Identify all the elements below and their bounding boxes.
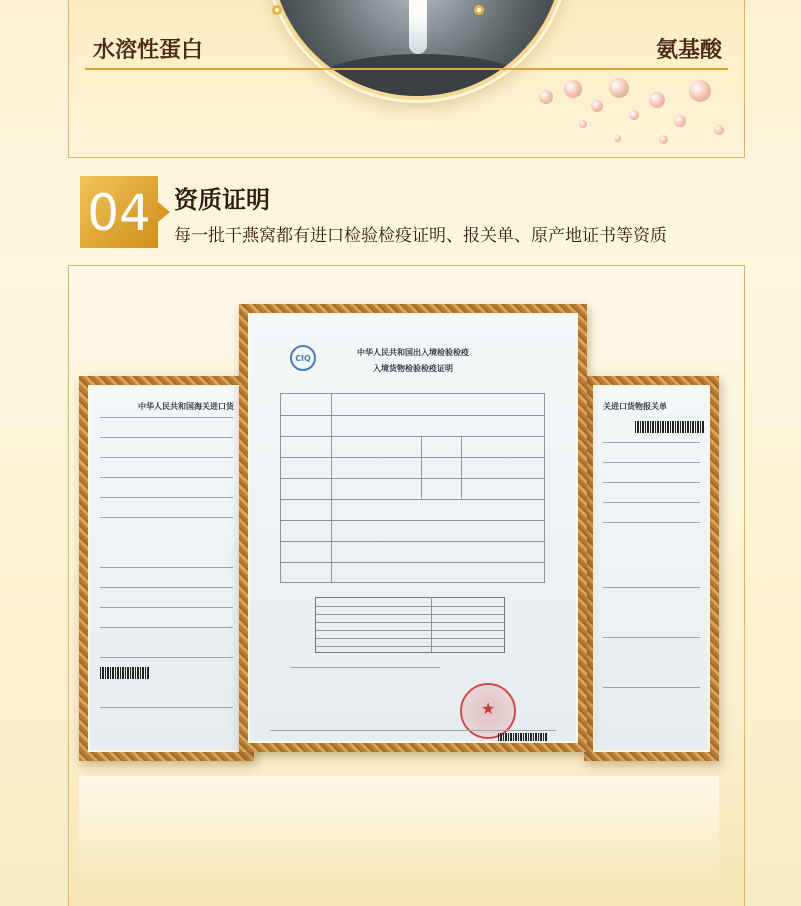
table-row-line [316, 630, 504, 631]
bird-nest-photo [267, 0, 567, 100]
doc-line [100, 627, 233, 628]
label-amino-acid: 氨基酸 [655, 38, 722, 63]
pearl-decoration [579, 120, 587, 128]
floor-reflection [79, 776, 719, 886]
doc-line [290, 667, 440, 668]
doc-line [603, 462, 700, 463]
doc-line [100, 657, 233, 658]
pearl-decoration [609, 78, 629, 98]
table-row-line [281, 541, 544, 542]
table-col-line [461, 436, 462, 498]
certificate-right-title: 关进口货物报关单 [603, 402, 667, 411]
pearl-decoration [564, 80, 582, 98]
pearl-decoration [689, 80, 711, 102]
doc-line [603, 587, 700, 588]
doc-line [100, 517, 233, 518]
doc-line [100, 607, 233, 608]
barcode [100, 667, 150, 679]
bowl-shape [311, 54, 531, 100]
table-row-line [281, 520, 544, 521]
doc-line [100, 497, 233, 498]
table-row-line [281, 415, 544, 416]
table-row-line [281, 436, 544, 437]
label-water-soluble-protein: 水溶性蛋白 [93, 38, 204, 63]
section-number-badge [80, 176, 158, 248]
doc-line [270, 730, 556, 731]
pearl-decoration [659, 135, 668, 144]
certificate-paper [88, 385, 245, 752]
doc-line [603, 687, 700, 688]
table-col-line [331, 394, 332, 582]
table-row-line [281, 499, 544, 500]
dripping-bird-nest [409, 0, 427, 54]
doc-line [100, 417, 233, 418]
pearl-decoration [591, 100, 603, 112]
section-subtitle: 每一批干燕窝都有进口检验检疫证明、报关单、原产地证书等资质 [174, 226, 667, 246]
doc-line [100, 477, 233, 478]
section-number: 04 [87, 184, 151, 242]
table-row-line [281, 457, 544, 458]
table-row-line [316, 638, 504, 639]
table-row-line [316, 622, 504, 623]
top-panel [68, 0, 745, 158]
pearl-decoration [539, 90, 553, 104]
certificate-panel [68, 265, 745, 906]
pointer-dot-right [474, 5, 484, 15]
pearl-decoration [649, 92, 665, 108]
ciq-logo: CIQ [290, 345, 316, 371]
pointer-dot-left [272, 5, 282, 15]
table-col-line [421, 436, 422, 498]
pearl-decoration [614, 135, 621, 142]
section-title: 资质证明 [174, 186, 270, 214]
table-row-line [281, 478, 544, 479]
pearl-decoration [674, 115, 686, 127]
table-col-line [431, 598, 432, 652]
pearl-decoration [629, 110, 639, 120]
doc-line [603, 442, 700, 443]
table-row-line [316, 614, 504, 615]
doc-line [100, 707, 233, 708]
certificate-title-line2: 入境货物检验检疫证明 [373, 364, 453, 373]
doc-line [100, 587, 233, 588]
goods-table [315, 597, 505, 653]
doc-line [100, 437, 233, 438]
table-row-line [316, 646, 504, 647]
certificate-paper [593, 385, 710, 752]
table-row-line [281, 562, 544, 563]
barcode [635, 421, 705, 433]
top-divider-line [85, 68, 728, 70]
certificate-paper [248, 313, 578, 743]
pearl-decoration [714, 125, 724, 135]
doc-line [603, 482, 700, 483]
certificate-left-title: 中华人民共和国海关进口货 [138, 402, 234, 411]
customs-declaration-right [584, 376, 719, 761]
doc-line [603, 502, 700, 503]
doc-line [603, 637, 700, 638]
doc-line [100, 567, 233, 568]
doc-line [100, 457, 233, 458]
doc-line [603, 522, 700, 523]
certificate-form-table [280, 393, 545, 583]
inspection-quarantine-certificate [239, 304, 587, 752]
certificate-title-line1: 中华人民共和国出入境检验检疫 [357, 348, 469, 357]
table-row-line [316, 606, 504, 607]
barcode [498, 733, 548, 743]
customs-declaration-left [79, 376, 254, 761]
